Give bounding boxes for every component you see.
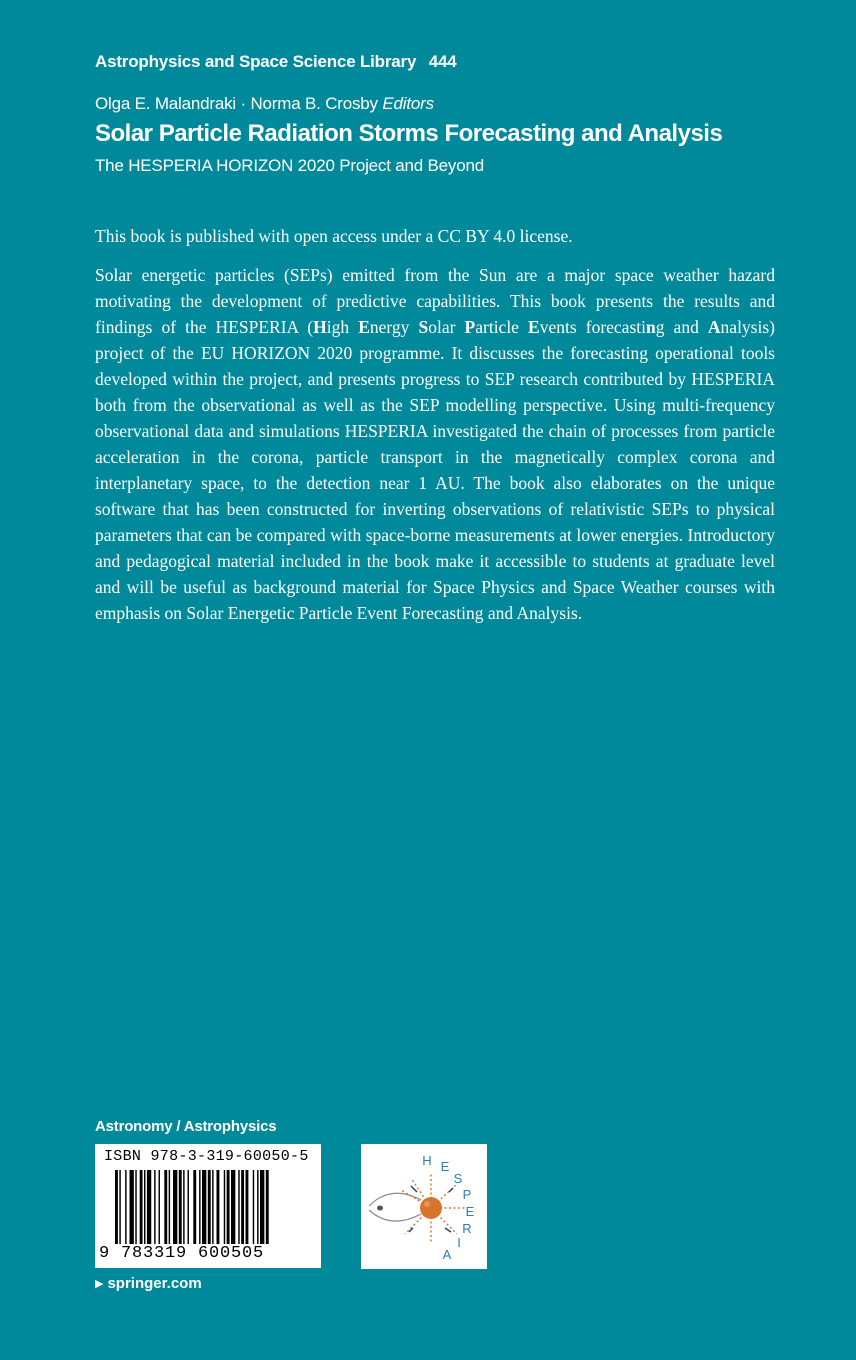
barcode-bar [159,1170,160,1244]
barcode-bar [202,1170,206,1244]
barcode-bar [266,1170,269,1244]
logo-letter: E [440,1159,450,1174]
barcode-bar [164,1170,167,1244]
logo-letter: A [442,1247,452,1262]
barcode-bar [169,1170,170,1244]
barcode-bar [246,1170,249,1244]
barcode-bar [125,1170,126,1244]
barcode-bar [260,1170,264,1244]
book-subtitle: The HESPERIA HORIZON 2020 Project and Beyond [95,156,484,175]
book-title: Solar Particle Radiation Storms Forecasting and Analysis [95,120,723,147]
series-line [95,52,457,72]
series-number: 444 [428,52,457,71]
barcode-bar [173,1170,177,1244]
barcode-bar [224,1170,225,1244]
isbn-barcode [95,1144,321,1268]
barcode-bar [193,1170,196,1244]
barcode-bar [227,1170,230,1244]
barcode-bar [208,1170,211,1244]
barcode-bar [231,1170,235,1244]
barcode-bar [212,1170,213,1244]
barcode-bar [183,1170,184,1244]
abstract-part2: ) project of the EU HORIZON 2020 programme. It discusses the forecasting operational tools developed within the project, and presents progress to SEP research contributed by HESPERIA both from the observational as well as the SEP modelling perspective. Using multi-frequency observational data and simulations HESPERIA investigated the chain of processes from particle acceleration in the corona, particle transport in the magnetically complex corona and interplanetary space, to the detection near 1 AU. The book also elaborates on the unique software that has been constructed for inverting observations of relativistic SEPs to physical parameters that can be compared with space-borne measurements at lower energies. Introductory and pedagogical material included in the book make it accessible to students at graduate level and will be useful as background material for Space Physics and Space Weather courses with emphasis on Solar Energetic Particle Event Forecasting and Analysis. [95,317,775,623]
barcode-bar [144,1170,145,1244]
license-statement: This book is published with open access under a CC BY 4.0 license. [95,226,573,246]
editor-names: Olga E. Malandraki · Norma B. Crosby [95,94,378,113]
barcode-bar [119,1170,120,1244]
editors-role: Editors [382,94,434,113]
barcode-bar [140,1170,143,1244]
isbn-label: ISBN 978-3-319-60050-5 [104,1148,309,1165]
publisher-url: springer.com [107,1275,202,1292]
abstract [95,262,775,626]
barcode-bar [115,1170,118,1244]
triangle-right-icon: ▶ [95,1278,104,1290]
publisher-link[interactable] [95,1275,202,1292]
barcode-bar [135,1170,136,1244]
barcode-bar [257,1170,258,1244]
barcode-bar [179,1170,182,1244]
series-name: Astrophysics and Space Science Library [95,52,417,71]
barcode-bar [238,1170,239,1244]
barcode-bar [147,1170,151,1244]
subject-category: Astronomy / Astrophysics [95,1118,277,1135]
logo-letter: R [462,1221,472,1236]
barcode-bar [199,1170,200,1244]
logo-letter: S [453,1171,463,1186]
abstract-part1: Solar energetic particles (SEPs) emitted from the Sun are a major space weather hazard motivating the development of predictive capabilities. This book presents the results and findings of the HESPERIA ( [95,265,775,337]
hesperia-logo-graphic [361,1144,487,1269]
logo-letter: H [422,1153,432,1168]
barcode-bar [130,1170,134,1244]
editors-line [95,94,434,114]
barcode-bar [253,1170,254,1244]
barcode-bar [217,1170,220,1244]
hesperia-logo [361,1144,487,1269]
logo-letter: I [457,1235,461,1250]
barcode-bars [115,1170,311,1244]
logo-letter: E [465,1204,475,1219]
barcode-bar [154,1170,155,1244]
acronym-expansion: High Energy Solar Particle Events forecasting and Analysis [313,317,770,337]
barcode-bar [188,1170,189,1244]
logo-letter: P [462,1187,472,1202]
barcode-bar [241,1170,244,1244]
barcode-digits: 9 783319 600505 [99,1244,265,1263]
